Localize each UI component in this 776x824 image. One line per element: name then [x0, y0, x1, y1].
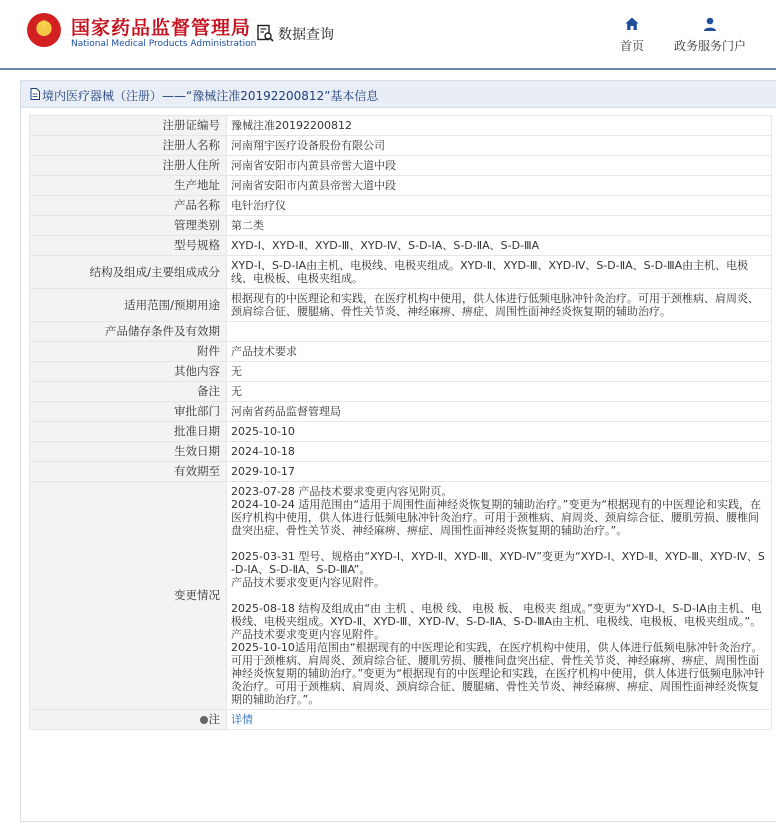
table-row — [30, 462, 772, 482]
field-value: 河南省安阳市内黄县帝喾大道中段 — [227, 156, 772, 176]
detail-panel — [20, 80, 776, 822]
field-label: 审批部门 — [30, 402, 227, 422]
field-value: 2025-10-10 — [227, 422, 772, 442]
registration-info-table — [29, 115, 772, 730]
table-row-note — [30, 710, 772, 730]
field-value — [227, 322, 772, 342]
breadcrumb — [21, 81, 776, 108]
table-row-changes — [30, 482, 772, 710]
breadcrumb-text: 境内医疗器械（注册）——“豫械注准20192200812”基本信息 — [42, 89, 379, 103]
table-row — [30, 322, 772, 342]
field-value: 河南省安阳市内黄县帝喾大道中段 — [227, 176, 772, 196]
nav-home-label: 首页 — [619, 39, 644, 53]
field-value: 无 — [227, 382, 772, 402]
table-row — [30, 362, 772, 382]
note-value — [227, 710, 772, 730]
field-label: 注册证编号 — [30, 116, 227, 136]
field-label: 结构及组成/主要组成成分 — [30, 256, 227, 289]
document-icon — [30, 88, 40, 100]
field-value: 2024-10-18 — [227, 442, 772, 462]
field-value: 电针治疗仪 — [227, 196, 772, 216]
table-row — [30, 422, 772, 442]
field-label: 型号规格 — [30, 236, 227, 256]
nav-service-label: 政务服务门户 — [673, 39, 746, 53]
table-row — [30, 196, 772, 216]
field-value: 2029-10-17 — [227, 462, 772, 482]
note-label-cell — [30, 710, 227, 730]
field-value: 河南省药品监督管理局 — [227, 402, 772, 422]
field-label: 变更情况 — [30, 482, 227, 710]
field-value: XYD-Ⅰ、XYD-Ⅱ、XYD-Ⅲ、XYD-Ⅳ、S-D-ⅠA、S-D-ⅡA、S-D-ⅢA — [227, 236, 772, 256]
table-row — [30, 342, 772, 362]
field-value: XYD-Ⅰ、S-D-ⅠA由主机、电极线、电极夹组成。XYD-Ⅱ、XYD-Ⅲ、XYD-Ⅳ、S-D-ⅡA、S-D-ⅢA由主机、电极线、电极板、电极夹组成。 — [227, 256, 772, 289]
field-value: 根据现有的中医理论和实践，在医疗机构中使用，供人体进行低频电脉冲针灸治疗。可用于颈椎病、肩周炎、颈肩综合征、腰腿痛、骨性关节炎、神经麻痹、痹症、周围性面神经炎恢复期的辅助治疗。 — [227, 289, 772, 322]
note-label: 注 — [208, 712, 220, 726]
field-label: 生产地址 — [30, 176, 227, 196]
field-label: 适用范围/预期用途 — [30, 289, 227, 322]
table-row — [30, 116, 772, 136]
data-query-label: 数据查询 — [278, 27, 334, 43]
field-label: 生效日期 — [30, 442, 227, 462]
field-label: 管理类别 — [30, 216, 227, 236]
field-value: 无 — [227, 362, 772, 382]
field-label: 产品储存条件及有效期 — [30, 322, 227, 342]
field-label: 备注 — [30, 382, 227, 402]
bulb-icon — [200, 716, 208, 724]
table-row — [30, 442, 772, 462]
table-row — [30, 402, 772, 422]
site-subtitle: National Medical Products Administration — [71, 39, 257, 49]
field-label: 有效期至 — [30, 462, 227, 482]
user-icon — [702, 16, 718, 32]
change-history — [227, 482, 772, 710]
home-icon — [624, 16, 640, 32]
details-link[interactable]: 详情 — [231, 713, 253, 726]
table-row — [30, 256, 772, 289]
field-value: 产品技术要求 — [227, 342, 772, 362]
table-row — [30, 216, 772, 236]
field-label: 产品名称 — [30, 196, 227, 216]
data-query-icon — [256, 24, 274, 42]
change-history-text: 2023-07-28 产品技术要求变更内容见附页。 2024-10-24 适用范围由“适用于周围性面神经炎恢复期的辅助治疗。”变更为“根据现有的中医理论和实践，在医疗机构中使用，供人体进行低频电脉冲针灸治疗。可用于颈椎病、肩周炎、颈肩综合征、腰肌劳损、腰椎间盘突出症、骨性关节炎、神经麻痹、痹症、周围性面神经炎恢复期的辅助治疗。”。 2025-03-31 型号、规格由“XYD-Ⅰ、XYD-Ⅱ、XYD-Ⅲ、XYD-Ⅳ”变更为“XYD-Ⅰ、XYD-Ⅱ、XYD-Ⅲ、XYD-Ⅳ、S-D-ⅠA、S-D-ⅡA、S-D-ⅢA”。 产品技术要求变更内容见附件。 2025-08-18 结构及组成由“由 主机 、电极 线、 电极 板、 电极夹 组成。”变更为“XYD-Ⅰ、S-D-ⅠA由主机、电极线、电极夹组成。XYD-Ⅱ、XYD-Ⅲ、XYD-Ⅳ、S-D-ⅡA、S-D-ⅢA由主机、电极线、电极板、电极夹组成。”。 产品技术要求变更内容见附件。 2025-10-10适用范围由“根据现有的中医理论和实践，在医疗机构中使用，供人体进行低频电脉冲针灸治疗。可用于颈椎病、肩周炎、颈肩综合征、腰肌劳损、腰椎间盘突出症、骨性关节炎、神经麻痹、痹症、周围性面神经炎恢复期的辅助治疗。”变更为“根据现有的中医理论和实践，在医疗机构中使用，供人体进行低频电脉冲针灸治疗。可用于颈椎病、肩周炎、颈肩综合征、腰腿痛、骨性关节炎、神经麻痹、痹症、周围性面神经炎恢复期的辅助治疗。”。 — [231, 485, 765, 706]
field-label: 批准日期 — [30, 422, 227, 442]
nav-home[interactable] — [612, 16, 652, 54]
field-label: 注册人名称 — [30, 136, 227, 156]
field-value: 第二类 — [227, 216, 772, 236]
field-label: 其他内容 — [30, 362, 227, 382]
site-header — [0, 0, 776, 70]
field-value: 河南翔宇医疗设备股份有限公司 — [227, 136, 772, 156]
table-row — [30, 136, 772, 156]
field-value: 豫械注准20192200812 — [227, 116, 772, 136]
national-emblem-logo[interactable]: ★ — [27, 13, 61, 47]
site-title[interactable]: 国家药品监督管理局 — [71, 17, 252, 39]
table-row — [30, 289, 772, 322]
field-label: 注册人住所 — [30, 156, 227, 176]
table-row — [30, 382, 772, 402]
table-row — [30, 176, 772, 196]
table-row — [30, 156, 772, 176]
nav-service-portal[interactable] — [668, 16, 752, 54]
table-row — [30, 236, 772, 256]
field-label: 附件 — [30, 342, 227, 362]
